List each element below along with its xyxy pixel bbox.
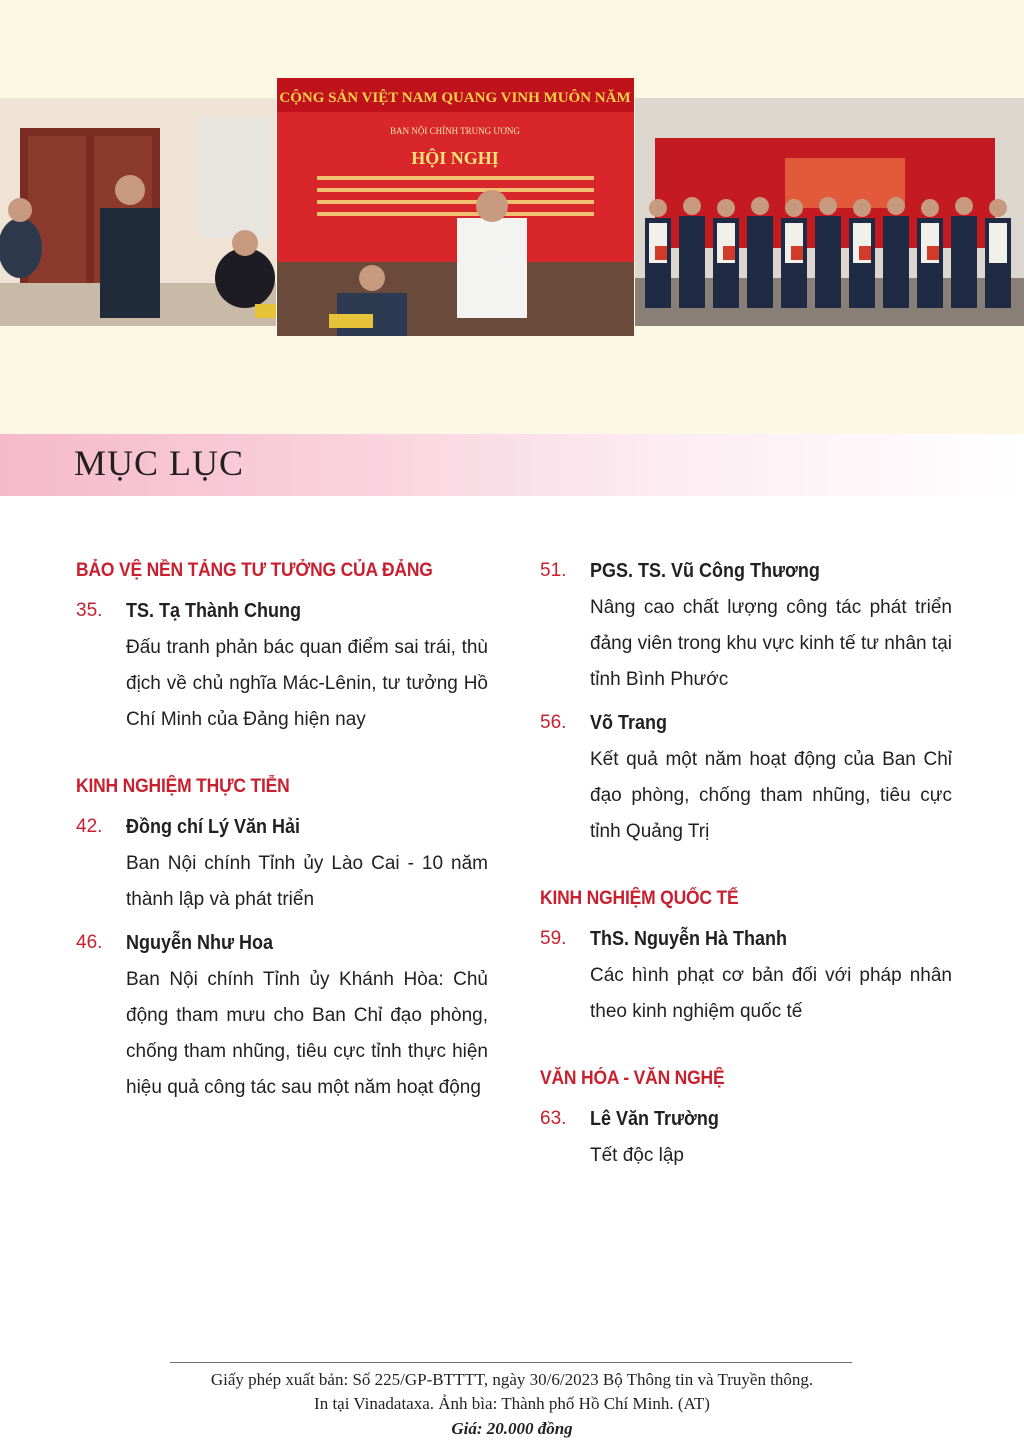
article-title: Ban Nội chính Tỉnh ủy Lào Cai - 10 năm thành lập và phát triển bbox=[126, 853, 488, 910]
photo-group bbox=[635, 98, 1024, 326]
photo-conference-stage bbox=[277, 78, 634, 336]
toc-section bbox=[76, 772, 488, 1106]
toc-section bbox=[76, 556, 488, 738]
toc-entry[interactable] bbox=[540, 924, 952, 1030]
author-name: ThS. Nguyễn Hà Thanh bbox=[590, 928, 788, 950]
photo-meeting-room bbox=[0, 98, 276, 326]
article-title: Ban Nội chính Tỉnh ủy Khánh Hòa: Chủ động tham mưu cho Ban Chỉ đạo phòng, chống tham nhũng, tiêu cực tỉnh thực hiện hiệu quả công tác sau một năm hoạt động bbox=[126, 969, 488, 1098]
article-title: Kết quả một năm hoạt động của Ban Chỉ đạo phòng, chống tham nhũng, tiêu cực tỉnh Quảng Trị bbox=[590, 749, 952, 842]
entry-header bbox=[540, 708, 952, 738]
toc-entry[interactable] bbox=[540, 556, 952, 698]
page-number: 59. bbox=[540, 928, 567, 949]
article-title: Đấu tranh phản bác quan điểm sai trái, thù địch về chủ nghĩa Mác-Lênin, tư tưởng Hồ Chí Minh của Đảng hiện nay bbox=[126, 637, 488, 730]
article-title: Tết độc lập bbox=[590, 1145, 684, 1166]
section-heading: BẢO VỆ NỀN TẢNG TƯ TƯỞNG CỦA ĐẢNG bbox=[76, 560, 433, 581]
toc-entry[interactable] bbox=[76, 928, 488, 1106]
toc-left-column bbox=[76, 556, 488, 1106]
footer-price: Giá: 20.000 đồng bbox=[451, 1419, 573, 1438]
author-name: Đồng chí Lý Văn Hải bbox=[126, 816, 301, 838]
page-number: 51. bbox=[540, 560, 567, 581]
footer-divider bbox=[170, 1362, 852, 1363]
author-name: TS. Tạ Thành Chung bbox=[126, 600, 301, 622]
article-title: Nâng cao chất lượng công tác phát triển đảng viên trong khu vực kinh tế tư nhân tại tỉnh Bình Phước bbox=[590, 597, 952, 690]
toc-entry[interactable] bbox=[540, 708, 952, 850]
page-number: 56. bbox=[540, 712, 567, 733]
banner-text: CỘNG SẢN VIỆT NAM QUANG VINH MUÔN NĂM bbox=[279, 90, 631, 106]
entry-header bbox=[540, 556, 952, 586]
page-number: 63. bbox=[540, 1108, 567, 1129]
toc-entry[interactable] bbox=[540, 1104, 952, 1174]
toc-entry[interactable] bbox=[76, 812, 488, 918]
section-heading: VĂN HÓA - VĂN NGHỆ bbox=[540, 1068, 725, 1089]
entry-header bbox=[540, 1104, 952, 1134]
conference-org: BAN NỘI CHÍNH TRUNG ƯƠNG bbox=[390, 126, 520, 136]
author-name: Nguyễn Như Hoa bbox=[126, 932, 274, 954]
section-heading: KINH NGHIỆM THỰC TIỄN bbox=[76, 776, 290, 797]
entry-header bbox=[76, 928, 488, 958]
article-title: Các hình phạt cơ bản đối với pháp nhân theo kinh nghiệm quốc tế bbox=[590, 965, 952, 1022]
page-number: 42. bbox=[76, 816, 103, 837]
entry-header bbox=[76, 812, 488, 842]
footer-print: In tại Vinadataxa. Ảnh bìa: Thành phố Hồ Chí Minh. (AT) bbox=[314, 1394, 710, 1413]
page-number: 35. bbox=[76, 600, 103, 621]
page-title: MỤC LỤC bbox=[74, 443, 245, 483]
conference-title: HỘI NGHỊ bbox=[411, 148, 499, 168]
toc-right-column bbox=[540, 556, 952, 1174]
footer-license: Giấy phép xuất bản: Số 225/GP-BTTTT, ngày 30/6/2023 Bộ Thông tin và Truyền thông. bbox=[210, 1370, 814, 1389]
section-heading: KINH NGHIỆM QUỐC TẾ bbox=[540, 888, 739, 909]
author-name: PGS. TS. Vũ Công Thương bbox=[590, 560, 820, 582]
entry-header bbox=[540, 924, 952, 954]
toc-section bbox=[540, 884, 952, 1030]
author-name: Võ Trang bbox=[590, 712, 668, 734]
author-name: Lê Văn Trường bbox=[590, 1108, 719, 1130]
entry-header bbox=[76, 596, 488, 626]
toc-section bbox=[540, 556, 952, 850]
toc-entry[interactable] bbox=[76, 596, 488, 738]
page-number: 46. bbox=[76, 932, 103, 953]
toc-section bbox=[540, 1064, 952, 1174]
